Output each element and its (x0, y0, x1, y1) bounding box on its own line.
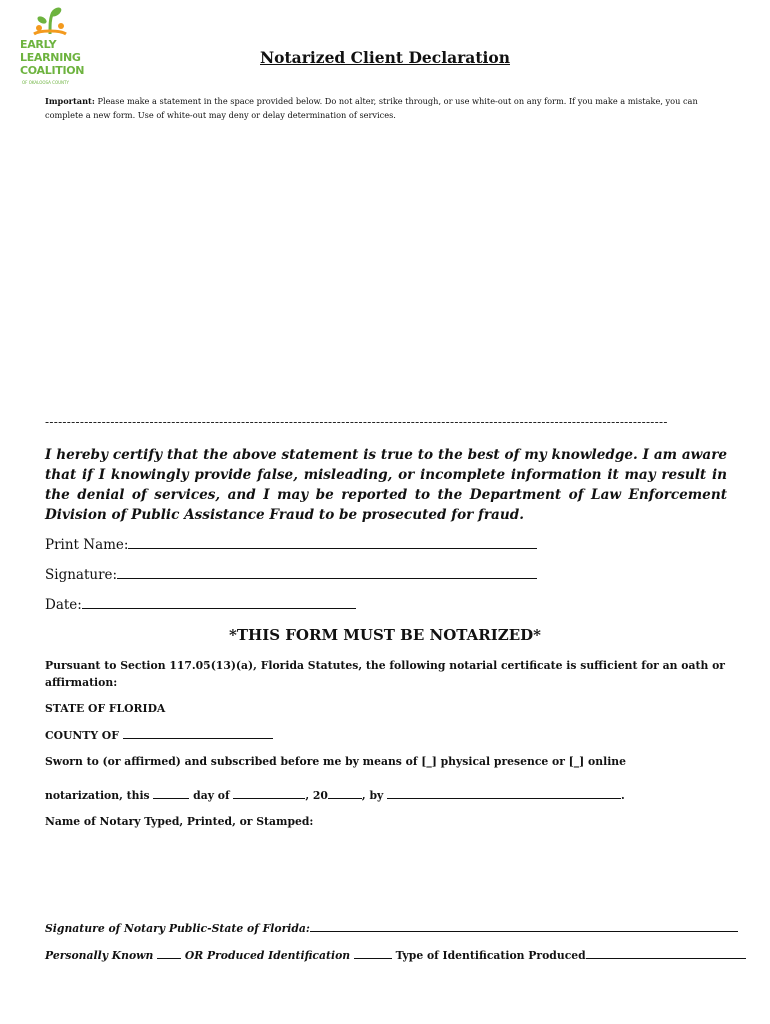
print-name-field[interactable] (45, 536, 537, 553)
personally-known-label: Personally Known (45, 949, 154, 962)
year-line[interactable] (328, 788, 362, 799)
personally-known-line[interactable] (157, 948, 181, 959)
type-of-id-label: Type of Identification Produced (395, 949, 586, 962)
statement-area[interactable] (45, 130, 725, 410)
date-line[interactable] (82, 596, 356, 609)
signature-line[interactable] (117, 566, 537, 579)
important-text: Please make a statement in the space provided below. Do not alter, strike through, or use white-out on any form. If you make a mistake, you can complete a new form. Use of white-out may deny or delay determination of services. (45, 96, 698, 120)
important-label: Important: (45, 96, 95, 106)
notary-name-label: Name of Notary Typed, Printed, or Stamped: (45, 815, 314, 828)
logo-line-3: COALITION (20, 64, 85, 77)
or-produced-label: OR Produced Identification (184, 949, 351, 962)
type-of-id-line[interactable] (586, 948, 746, 959)
notary-signature-line[interactable] (310, 921, 738, 932)
county-field[interactable] (45, 728, 273, 742)
notarization-date-line[interactable] (45, 788, 625, 802)
important-notice (45, 94, 725, 122)
county-line[interactable] (123, 728, 273, 739)
separator-line: ----------------------------------------------------------------------------------------------------------------------------------------------- (45, 415, 668, 429)
print-name-label: Print Name: (45, 537, 129, 553)
year-prefix: , 20 (305, 789, 328, 802)
notarization-this-label: notarization, this (45, 789, 150, 802)
identification-line[interactable] (45, 948, 746, 962)
day-line[interactable] (153, 788, 189, 799)
sworn-text: Sworn to (or affirmed) and subscribed before me by means of [_] physical presence or [_] online (45, 755, 627, 768)
signature-label: Signature: (45, 567, 118, 583)
day-of-label: day of (193, 789, 230, 802)
by-label: , by (361, 789, 384, 802)
logo-line-2: LEARNING (20, 51, 81, 64)
month-line[interactable] (233, 788, 305, 799)
date-label: Date: (45, 597, 82, 613)
pursuant-text: Pursuant to Section 117.05(13)(a), Florida Statutes, the following notarial certificate is sufficient for an oath or affirmation: (45, 659, 725, 689)
date-field[interactable] (45, 596, 356, 613)
sprout-icon (30, 6, 70, 36)
produced-id-line[interactable] (354, 948, 392, 959)
page-title: Notarized Client Declaration (260, 48, 510, 67)
logo-line-1: EARLY (20, 38, 57, 51)
notarized-heading: *THIS FORM MUST BE NOTARIZED* (229, 626, 541, 644)
certification-statement: I hereby certify that the above statement is true to the best of my knowledge. I am aware that if I knowingly provide false, misleading, or incomplete information it may result in the denial of services, and I may be reported to the Department of Law Enforcement Division of Public Assistance Fraud to be prosecuted for fraud. (45, 447, 727, 523)
coalition-logo (16, 6, 88, 86)
signature-field[interactable] (45, 566, 537, 583)
notary-signature-label: Signature of Notary Public-State of Florida: (45, 922, 310, 935)
county-label: COUNTY OF (45, 729, 119, 742)
notary-signature-field[interactable] (45, 921, 738, 935)
period: . (621, 789, 625, 802)
print-name-line[interactable] (128, 536, 537, 549)
state-label: STATE OF FLORIDA (45, 702, 166, 715)
logo-subtitle: OF OKALOOSA COUNTY (22, 80, 69, 85)
by-name-line[interactable] (387, 788, 621, 799)
